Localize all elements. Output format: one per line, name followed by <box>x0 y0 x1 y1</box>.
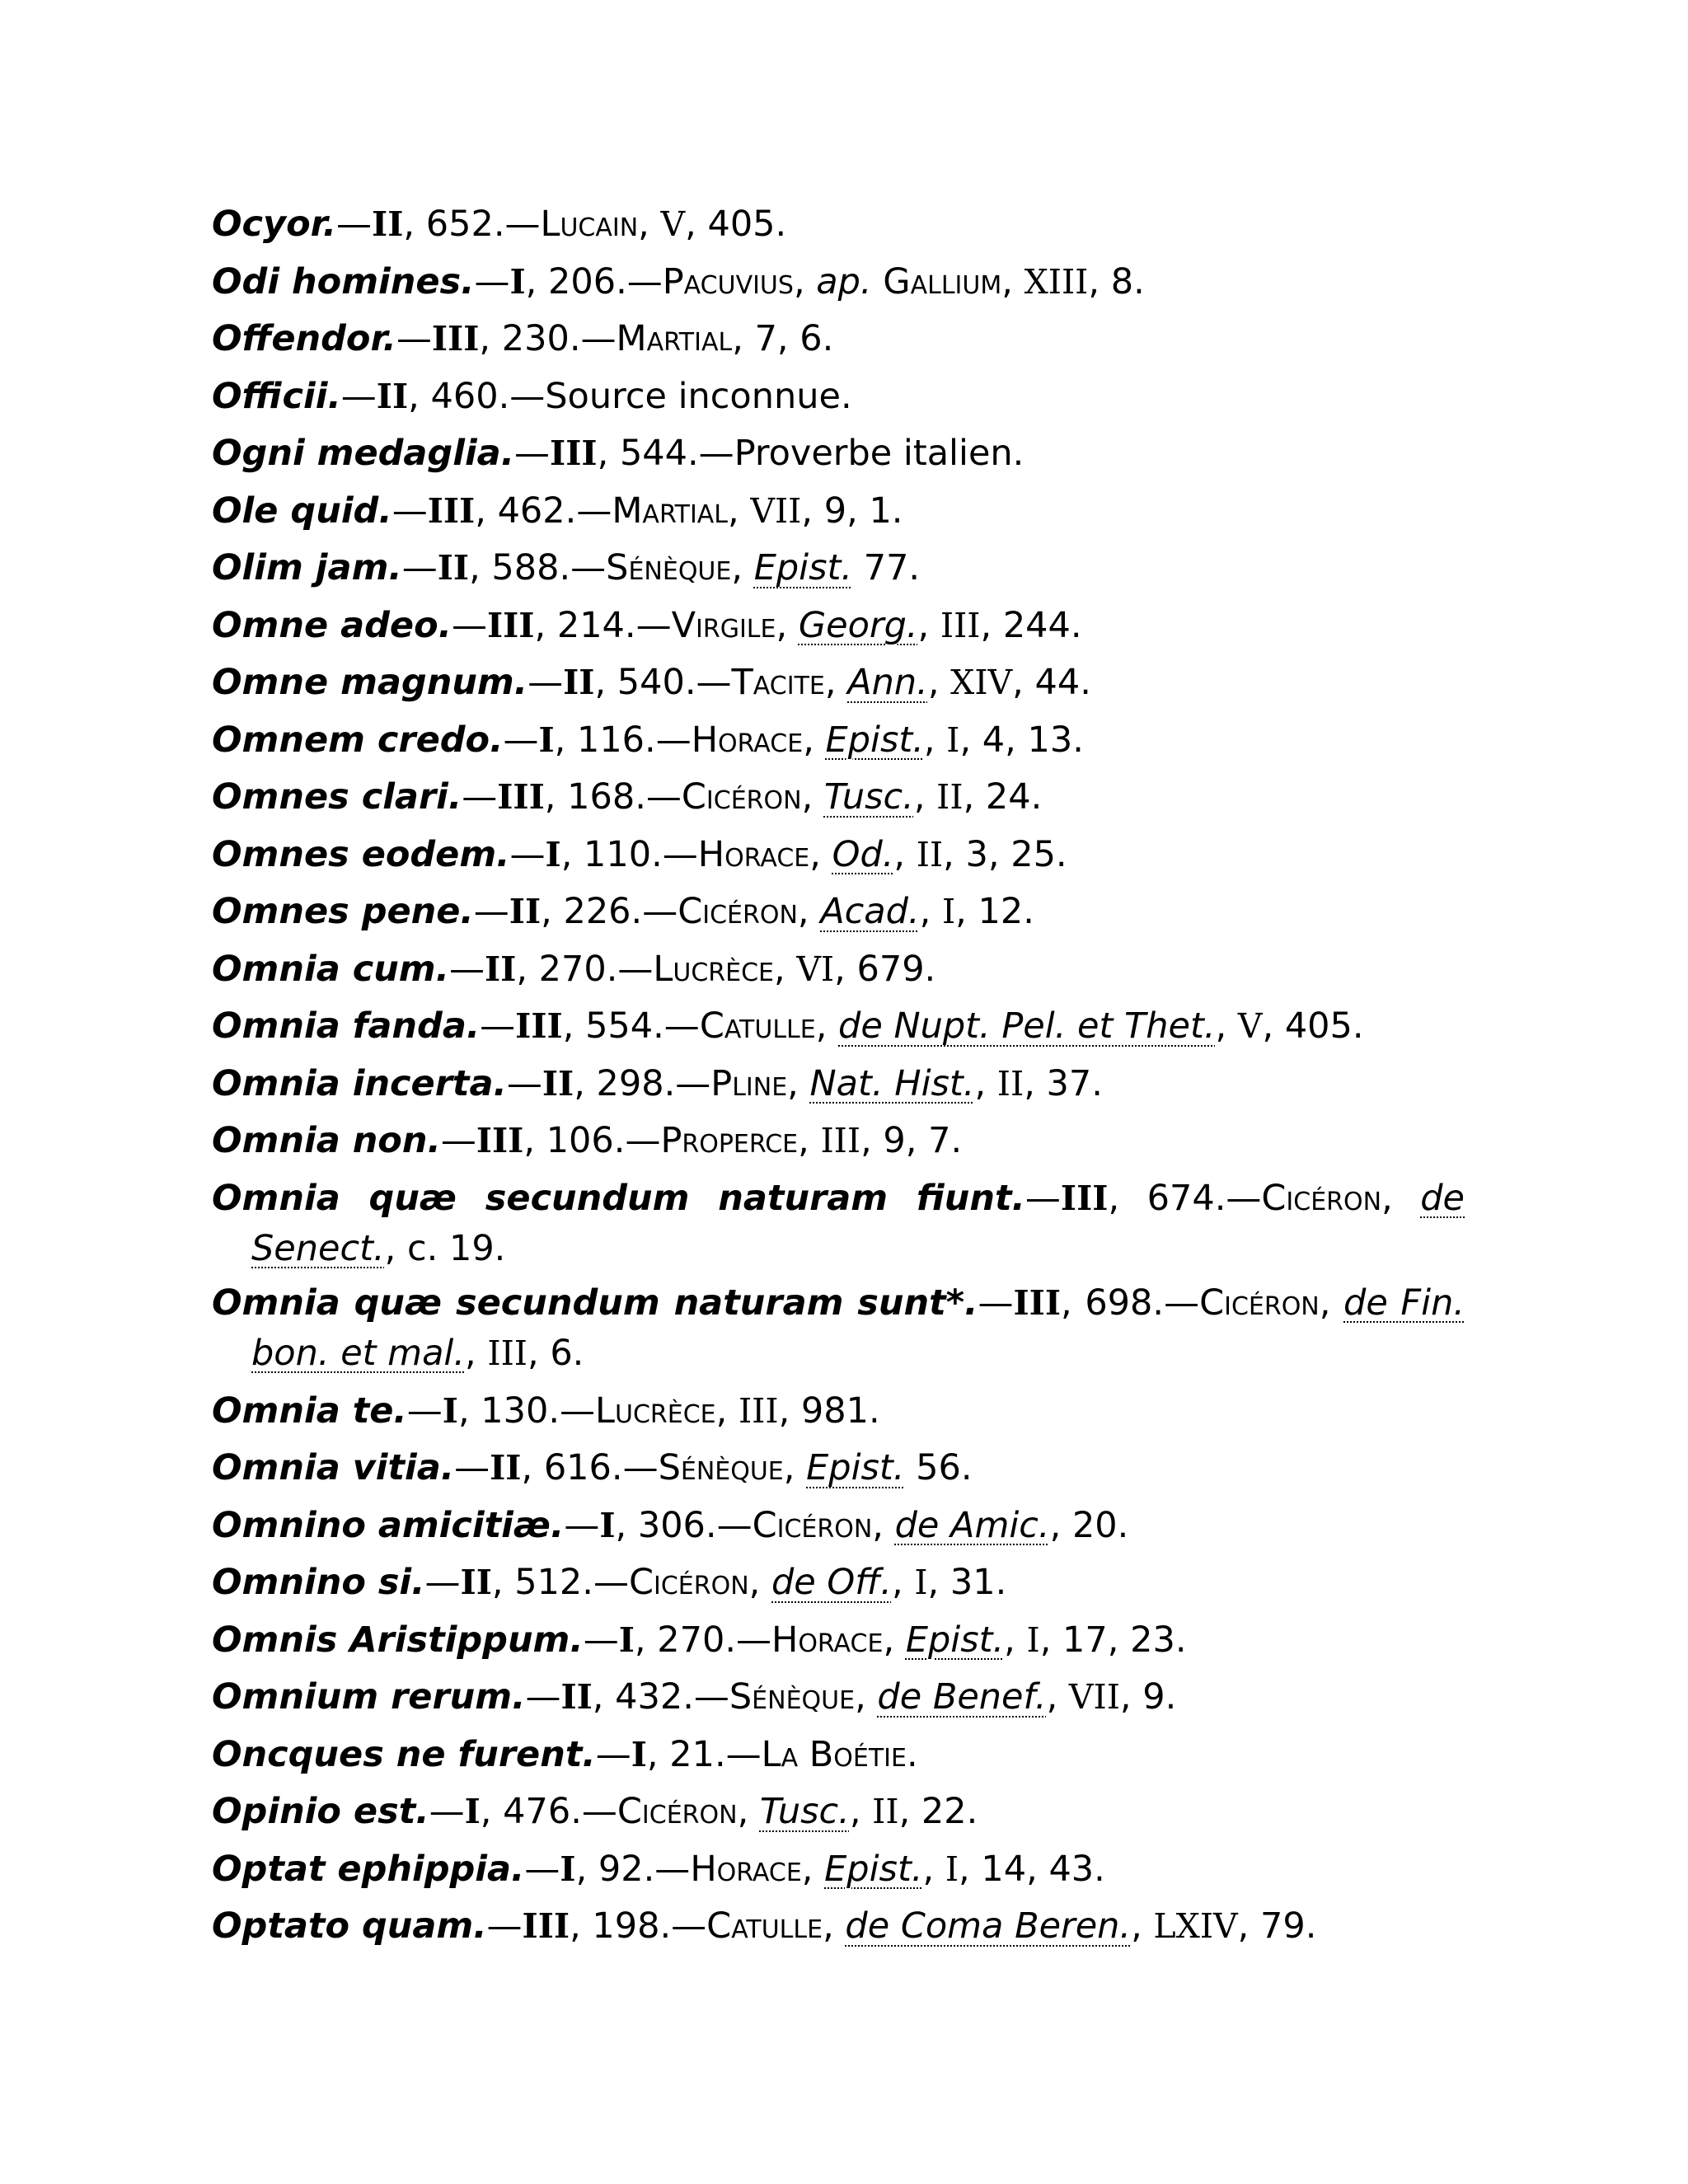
author-name: Pline <box>710 1062 788 1104</box>
entry-headword: Olim jam. <box>212 547 402 588</box>
entry-headword: Omnia quæ secundum naturam sunt*. <box>212 1282 978 1324</box>
index-entry: Omnia fanda.—III, 554.—Catulle, de Nupt. Pel. et Thet., V, 405. <box>212 1005 1364 1047</box>
source-note: Source inconnue. <box>545 375 852 417</box>
volume-number: III <box>1060 1178 1109 1218</box>
work-title: Epist. <box>824 1848 923 1890</box>
volume-number: II <box>490 1448 522 1488</box>
author-name: Cicéron <box>1199 1282 1320 1324</box>
page-number: 116 <box>576 719 645 761</box>
entry-headword: Omne adeo. <box>212 604 452 646</box>
volume-number: II <box>560 1677 593 1717</box>
citation-reference: 77. <box>863 547 921 588</box>
work-title: Ann. <box>847 662 928 703</box>
author-name: Catulle <box>706 1905 823 1947</box>
volume-number: II <box>372 204 404 244</box>
author-name: Cicéron <box>1261 1177 1382 1219</box>
page-number: 540 <box>617 662 685 703</box>
author-name: Virgile <box>671 604 776 646</box>
volume-number: III <box>1013 1282 1062 1323</box>
author-name: Sénèque <box>658 1447 784 1488</box>
index-entry: Omnia incerta.—II, 298.—Pline, Nat. Hist., II, 37. <box>212 1062 1103 1104</box>
page-number: 462 <box>497 490 565 532</box>
citation-reference: II, 3, 25. <box>916 833 1067 875</box>
work-title: Georg. <box>798 604 918 646</box>
index-entry: Olim jam.—II, 588.—Sénèque, Epist. 77. <box>212 547 921 588</box>
index-entry: Omnes pene.—II, 226.—Cicéron, Acad., I, 12. <box>212 891 1034 932</box>
entry-headword: Omnia quæ secundum naturam fiunt. <box>212 1177 1025 1219</box>
author-name: Catulle <box>699 1005 816 1047</box>
entry-headword: Omnino si. <box>212 1562 425 1603</box>
volume-number: II <box>484 949 517 989</box>
index-entry: Omnia non.—III, 106.—Properce, III, 9, 7. <box>212 1120 963 1161</box>
page-number: 226 <box>563 891 631 932</box>
volume-number: III <box>550 434 598 473</box>
page-number: 652 <box>425 204 494 245</box>
index-entry: Omnium rerum.—II, 432.—Sénèque, de Benef., VII, 9. <box>212 1676 1177 1718</box>
citation-reference: XIV, 44. <box>950 662 1091 703</box>
page-number: 270 <box>657 1619 725 1661</box>
volume-number: I <box>560 1849 576 1889</box>
volume-number: II <box>437 548 470 588</box>
entry-headword: Omnia vitia. <box>212 1447 455 1488</box>
index-entry: Omnia quæ secundum naturam sunt*.—III, 698.—Cicéron, de Fin. bon. et mal., III, 6. <box>212 1282 1465 1374</box>
citation-reference: VI, 679. <box>796 948 936 990</box>
author-name: Cicéron <box>678 891 798 932</box>
citation-reference: II, 37. <box>996 1062 1103 1104</box>
work-title: Epist. <box>753 547 853 588</box>
entry-headword: Omnis Aristippum. <box>212 1619 584 1661</box>
page-number: 432 <box>615 1676 683 1718</box>
citation-reference: V, 405. <box>1237 1005 1364 1047</box>
entry-headword: Odi homines. <box>212 260 475 302</box>
author-name: Sénèque <box>729 1676 856 1718</box>
page-number: 674 <box>1146 1177 1215 1219</box>
volume-number: I <box>509 261 526 302</box>
volume-number: I <box>631 1734 647 1774</box>
index-of-quotations <box>212 196 1465 1956</box>
work-title: de Benef. <box>877 1676 1047 1718</box>
author-name: Properce <box>660 1120 799 1161</box>
page-number: 230 <box>501 318 570 359</box>
author-name: Sénèque <box>606 547 732 588</box>
entry-headword: Omnem credo. <box>212 719 504 761</box>
entry-headword: Ogni medaglia. <box>212 433 515 474</box>
index-entry: Optato quam.—III, 198.—Catulle, de Coma Beren., LXIV, 79. <box>212 1905 1317 1947</box>
volume-number: I <box>464 1792 481 1831</box>
index-entry: Ogni medaglia.—III, 544.—Proverbe italien. <box>212 433 1025 474</box>
volume-number: III <box>515 1006 563 1046</box>
page-number: 206 <box>547 260 617 302</box>
entry-headword: Omnia non. <box>212 1120 441 1161</box>
citation-reference: III, 9, 7. <box>820 1120 963 1161</box>
page-number: 306 <box>637 1504 706 1546</box>
work-title: Tusc. <box>759 1791 850 1832</box>
index-entry: Oncques ne furent.—I, 21.—La Boétie. <box>212 1733 918 1775</box>
citation-reference: II, 22. <box>872 1791 978 1832</box>
index-entry: Omnes eodem.—I, 110.—Horace, Od., II, 3, 25. <box>212 833 1067 875</box>
page-number: 168 <box>567 776 635 818</box>
page-number: 130 <box>481 1390 549 1432</box>
volume-number: I <box>538 719 555 760</box>
page-number: 460 <box>430 375 499 417</box>
citation-reference: III, 244. <box>940 604 1082 646</box>
entry-headword: Offendor. <box>212 318 396 359</box>
volume-number: I <box>545 834 561 874</box>
citation-reference: LXIV, 79. <box>1153 1905 1317 1947</box>
author-name: Martial <box>612 490 729 532</box>
entry-headword: Omnium rerum. <box>212 1676 526 1718</box>
page-number: 110 <box>584 833 652 875</box>
work-title: Acad. <box>820 891 920 932</box>
entry-headword: Officii. <box>212 375 341 417</box>
volume-number: I <box>618 1619 635 1660</box>
entry-headword: Optat ephippia. <box>212 1848 525 1890</box>
citation-reference: 7, 6. <box>754 318 834 359</box>
index-entry: Optat ephippia.—I, 92.—Horace, Epist., I, 14, 43. <box>212 1848 1105 1890</box>
author-name: Pacuvius <box>662 260 794 302</box>
citation-reference: I, 31. <box>914 1562 1007 1603</box>
volume-number: III <box>486 605 535 645</box>
work-title: Epist. <box>825 719 924 761</box>
entry-headword: Omnes eodem. <box>212 833 510 875</box>
index-entry: Omnia vitia.—II, 616.—Sénèque, Epist. 56. <box>212 1447 973 1488</box>
apud-marker: ap. <box>816 260 872 302</box>
entry-headword: Ocyor. <box>212 204 337 245</box>
author-name: Martial <box>616 318 733 359</box>
work-title: Tusc. <box>823 776 914 818</box>
volume-number: III <box>522 1906 570 1946</box>
entry-headword: Optato quam. <box>212 1905 487 1947</box>
page-number: 476 <box>503 1791 571 1832</box>
volume-number: III <box>497 777 545 817</box>
entry-headword: Oncques ne furent. <box>212 1733 596 1775</box>
page-number: 270 <box>538 948 607 990</box>
entry-headword: Omnes pene. <box>212 891 474 932</box>
author-name: Cicéron <box>681 776 802 818</box>
page-number: 588 <box>491 547 560 588</box>
work-title: de Coma Beren. <box>845 1905 1132 1947</box>
author-name: Horace <box>691 719 804 761</box>
page-number: 698 <box>1085 1282 1153 1324</box>
volume-number: I <box>442 1390 458 1431</box>
citation-reference: 56. <box>916 1447 973 1488</box>
author-name: Lucrèce <box>595 1390 716 1432</box>
entry-headword: Omnia cum. <box>212 948 449 990</box>
page-number: 92 <box>598 1848 644 1890</box>
volume-number: III <box>476 1121 524 1160</box>
source-note: Proverbe italien. <box>734 433 1025 474</box>
author-name-secondary: Gallium <box>883 260 1002 302</box>
entry-headword: Opinio est. <box>212 1791 429 1832</box>
author-name: Cicéron <box>752 1504 873 1546</box>
work-title: Epist. <box>806 1447 905 1488</box>
work-title: Od. <box>832 833 894 875</box>
entry-headword: Ole quid. <box>212 490 392 532</box>
citation-reference: I, 12. <box>941 891 1034 932</box>
entry-headword: Omnes clari. <box>212 776 462 818</box>
author-name: Horace <box>697 833 810 875</box>
citation-reference: 20. <box>1071 1504 1129 1546</box>
author-name: La Boétie <box>761 1733 907 1775</box>
index-entry: Omnia quæ secundum naturam fiunt.—III, 674.—Cicéron, de Senect., c. 19. <box>212 1177 1465 1269</box>
volume-number: II <box>542 1063 574 1104</box>
page-number: 21 <box>669 1733 715 1775</box>
page-number: 106 <box>546 1120 614 1161</box>
index-entry: Officii.—II, 460.—Source inconnue. <box>212 375 852 417</box>
index-entry: Omnia cum.—II, 270.—Lucrèce, VI, 679. <box>212 948 936 990</box>
citation-reference: III, 981. <box>738 1390 880 1432</box>
work-title: Nat. Hist. <box>809 1062 975 1104</box>
volume-number: II <box>509 892 542 931</box>
page-number: 198 <box>592 1905 660 1947</box>
citation-reference: I, 17, 23. <box>1026 1619 1187 1661</box>
citation-reference: VII, 9, 1. <box>750 490 903 532</box>
author-name: Cicéron <box>617 1791 738 1832</box>
index-entry: Odi homines.—I, 206.—Pacuvius, ap. Gallium, XIII, 8. <box>212 260 1145 302</box>
author-name: Lucain <box>540 204 639 245</box>
citation-reference: VII, 9. <box>1068 1676 1177 1718</box>
citation-reference: XIII, 8. <box>1024 260 1145 302</box>
work-title: de Amic. <box>894 1504 1050 1546</box>
citation-reference: III, 6. <box>487 1332 584 1374</box>
index-entry: Omnes clari.—III, 168.—Cicéron, Tusc., II, 24. <box>212 776 1043 818</box>
work-title: de Off. <box>771 1562 892 1603</box>
index-entry: Omnino si.—II, 512.—Cicéron, de Off., I, 31. <box>212 1562 1007 1603</box>
work-title: Epist. <box>905 1619 1005 1661</box>
index-entry: Omnino amicitiæ.—I, 306.—Cicéron, de Amic., 20. <box>212 1504 1129 1546</box>
author-name: Cicéron <box>628 1562 749 1603</box>
page-number: 554 <box>585 1005 654 1047</box>
work-title: de Fin. bon. et mal. <box>251 1282 1465 1374</box>
volume-number: II <box>563 663 595 702</box>
entry-headword: Omnia te. <box>212 1390 407 1432</box>
page-number: 298 <box>596 1062 664 1104</box>
index-entry: Omnem credo.—I, 116.—Horace, Epist., I, 4, 13. <box>212 719 1084 761</box>
page-number: 512 <box>514 1562 583 1603</box>
citation-reference: I, 14, 43. <box>945 1848 1105 1890</box>
entry-headword: Omne magnum. <box>212 662 528 703</box>
page-number: 214 <box>556 604 625 646</box>
index-entry: Omnis Aristippum.—I, 270.—Horace, Epist., I, 17, 23. <box>212 1619 1187 1661</box>
page-number: 544 <box>619 433 688 474</box>
volume-number: I <box>599 1505 616 1545</box>
work-title: de Senect. <box>251 1177 1465 1269</box>
volume-number: II <box>460 1563 492 1602</box>
index-entry: Omne adeo.—III, 214.—Virgile, Georg., III, 244. <box>212 604 1082 646</box>
author-name: Lucrèce <box>653 948 774 990</box>
index-entry: Opinio est.—I, 476.—Cicéron, Tusc., II, 22. <box>212 1791 978 1832</box>
citation-reference: c. 19. <box>406 1227 506 1269</box>
index-entry: Offendor.—III, 230.—Martial, 7, 6. <box>212 318 834 359</box>
index-entry: Ocyor.—II, 652.—Lucain, V, 405. <box>212 204 787 245</box>
index-entry: Omnia te.—I, 130.—Lucrèce, III, 981. <box>212 1390 880 1432</box>
entry-headword: Omnino amicitiæ. <box>212 1504 565 1546</box>
page-number: 616 <box>543 1447 612 1488</box>
entry-headword: Omnia fanda. <box>212 1005 481 1047</box>
volume-number: III <box>427 490 476 531</box>
volume-number: III <box>431 319 480 359</box>
author-name: Horace <box>771 1619 884 1661</box>
entry-headword: Omnia incerta. <box>212 1062 507 1104</box>
author-name: Tacite <box>731 662 825 703</box>
citation-reference: I, 4, 13. <box>946 719 1084 761</box>
citation-reference: V, 405. <box>660 204 787 245</box>
index-entry: Omne magnum.—II, 540.—Tacite, Ann., XIV, 44. <box>212 662 1091 703</box>
citation-reference: II, 24. <box>936 776 1043 818</box>
work-title: de Nupt. Pel. et Thet. <box>838 1005 1216 1047</box>
volume-number: II <box>376 376 409 416</box>
index-entry: Ole quid.—III, 462.—Martial, VII, 9, 1. <box>212 490 903 532</box>
author-name: Horace <box>690 1848 802 1890</box>
